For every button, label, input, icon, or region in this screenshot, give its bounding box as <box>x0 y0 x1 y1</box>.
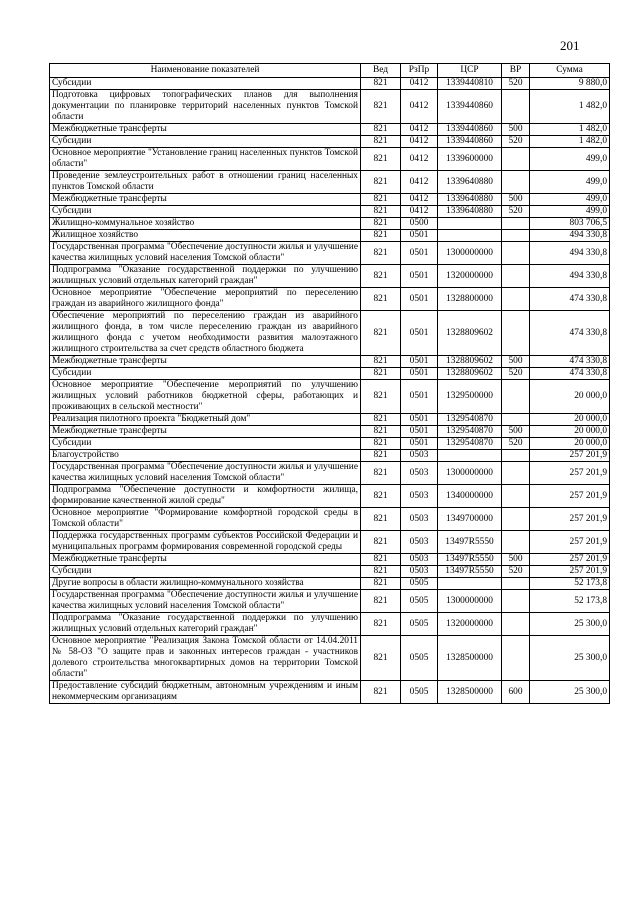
cell-csr: 1339640880 <box>438 171 502 194</box>
header-name: Наименование показателей <box>50 64 361 78</box>
cell-name: Подпрограмма "Обеспечение доступности и комфортности жилища, формирование качественной жилой среды" <box>50 485 361 508</box>
cell-sum: 494 330,8 <box>530 265 610 288</box>
cell-rzpr: 0501 <box>401 368 438 380</box>
table-row <box>50 124 610 136</box>
cell-sum: 499,0 <box>530 206 610 218</box>
cell-name: Субсидии <box>50 136 361 148</box>
cell-ved: 821 <box>361 636 401 681</box>
cell-sum: 499,0 <box>530 194 610 206</box>
cell-sum: 499,0 <box>530 148 610 171</box>
table-row <box>50 450 610 462</box>
cell-name: Субсидии <box>50 566 361 578</box>
cell-rzpr: 0501 <box>401 356 438 368</box>
cell-name: Межбюджетные трансферты <box>50 554 361 566</box>
cell-rzpr: 0412 <box>401 90 438 124</box>
table-row <box>50 78 610 90</box>
cell-rzpr: 0501 <box>401 438 438 450</box>
cell-rzpr: 0412 <box>401 148 438 171</box>
table-row <box>50 681 610 704</box>
cell-vr: 600 <box>502 681 530 704</box>
budget-table <box>49 63 610 704</box>
cell-sum: 494 330,8 <box>530 230 610 242</box>
cell-csr: 13497R5550 <box>438 531 502 554</box>
cell-rzpr: 0412 <box>401 194 438 206</box>
cell-rzpr: 0501 <box>401 265 438 288</box>
cell-rzpr: 0412 <box>401 136 438 148</box>
cell-name: Жилищное хозяйство <box>50 230 361 242</box>
cell-name: Межбюджетные трансферты <box>50 124 361 136</box>
cell-name: Жилищно-коммунальное хозяйство <box>50 218 361 230</box>
table-row <box>50 311 610 356</box>
table-row <box>50 426 610 438</box>
cell-sum: 257 201,9 <box>530 508 610 531</box>
cell-ved: 821 <box>361 462 401 485</box>
table-row <box>50 206 610 218</box>
cell-ved: 821 <box>361 368 401 380</box>
cell-name: Межбюджетные трансферты <box>50 356 361 368</box>
cell-sum: 1 482,0 <box>530 136 610 148</box>
cell-rzpr: 0503 <box>401 508 438 531</box>
cell-name: Субсидии <box>50 438 361 450</box>
cell-vr <box>502 90 530 124</box>
cell-name: Благоустройство <box>50 450 361 462</box>
cell-ved: 821 <box>361 438 401 450</box>
cell-name: Проведение землеустроительных работ в отношении границ населенных пунктов Томской области <box>50 171 361 194</box>
cell-sum: 9 880,0 <box>530 78 610 90</box>
table-row <box>50 148 610 171</box>
cell-ved: 821 <box>361 288 401 311</box>
cell-vr <box>502 450 530 462</box>
cell-ved: 821 <box>361 485 401 508</box>
cell-rzpr: 0505 <box>401 636 438 681</box>
cell-vr <box>502 485 530 508</box>
cell-sum: 20 000,0 <box>530 438 610 450</box>
cell-name: Предоставление субсидий бюджетным, автономным учреждениям и иным некоммерческим организациям <box>50 681 361 704</box>
cell-vr: 500 <box>502 124 530 136</box>
cell-ved: 821 <box>361 380 401 414</box>
cell-sum: 499,0 <box>530 171 610 194</box>
table-row <box>50 613 610 636</box>
cell-sum: 1 482,0 <box>530 124 610 136</box>
cell-csr: 1328809602 <box>438 368 502 380</box>
cell-name: Основное мероприятие "Установление границ населенных пунктов Томской области" <box>50 148 361 171</box>
cell-rzpr: 0501 <box>401 414 438 426</box>
cell-sum: 1 482,0 <box>530 90 610 124</box>
table-row <box>50 554 610 566</box>
cell-vr: 520 <box>502 566 530 578</box>
header-rzpr: РзПр <box>401 64 438 78</box>
table-row <box>50 230 610 242</box>
cell-rzpr: 0505 <box>401 681 438 704</box>
table-row <box>50 380 610 414</box>
table-row <box>50 438 610 450</box>
cell-ved: 821 <box>361 681 401 704</box>
table-row <box>50 242 610 265</box>
table-row <box>50 566 610 578</box>
cell-csr: 1339640880 <box>438 194 502 206</box>
cell-vr <box>502 613 530 636</box>
table-row <box>50 356 610 368</box>
cell-name: Основное мероприятие "Обеспечение мероприятий по переселению граждан из аварийного жилищного фонда" <box>50 288 361 311</box>
cell-sum: 20 000,0 <box>530 426 610 438</box>
cell-ved: 821 <box>361 265 401 288</box>
cell-rzpr: 0505 <box>401 613 438 636</box>
cell-sum: 257 201,9 <box>530 462 610 485</box>
table-row <box>50 578 610 590</box>
header-vr: ВР <box>502 64 530 78</box>
table-row <box>50 288 610 311</box>
cell-vr <box>502 288 530 311</box>
table-header-row <box>50 64 610 78</box>
cell-vr: 500 <box>502 426 530 438</box>
cell-ved: 821 <box>361 531 401 554</box>
cell-name: Обеспечение мероприятий по переселению граждан из аварийного жилищного фонда, в том числе переселению граждан из аварийного жилищного фонда с учетом необходимости развития малоэтажного жилищного строительства за счет средств областного бюджета <box>50 311 361 356</box>
cell-rzpr: 0503 <box>401 485 438 508</box>
cell-ved: 821 <box>361 194 401 206</box>
cell-name: Государственная программа "Обеспечение доступности жилья и улучшение качества жилищных условий населения Томской области" <box>50 590 361 613</box>
cell-vr <box>502 636 530 681</box>
cell-sum: 803 706,5 <box>530 218 610 230</box>
cell-csr: 1300000000 <box>438 462 502 485</box>
cell-name: Основное мероприятие "Реализация Закона Томской области от 14.04.2011 № 58-ОЗ "О защите прав и законных интересов граждан - участников долевого строительства многоквартирных домов на территории Томской области" <box>50 636 361 681</box>
cell-name: Основное мероприятие "Формирование комфортной городской среды в Томской области" <box>50 508 361 531</box>
cell-vr: 500 <box>502 356 530 368</box>
cell-rzpr: 0505 <box>401 590 438 613</box>
cell-sum: 257 201,9 <box>530 566 610 578</box>
table-row <box>50 636 610 681</box>
cell-sum: 52 173,8 <box>530 590 610 613</box>
page-number: 201 <box>560 38 580 53</box>
cell-sum: 25 300,0 <box>530 613 610 636</box>
cell-csr: 1340000000 <box>438 485 502 508</box>
cell-ved: 821 <box>361 78 401 90</box>
cell-ved: 821 <box>361 508 401 531</box>
cell-sum: 474 330,8 <box>530 288 610 311</box>
cell-csr: 1339600000 <box>438 148 502 171</box>
cell-sum: 257 201,9 <box>530 450 610 462</box>
cell-csr: 1339440860 <box>438 124 502 136</box>
cell-csr: 1329500000 <box>438 380 502 414</box>
table-row <box>50 218 610 230</box>
cell-name: Межбюджетные трансферты <box>50 194 361 206</box>
cell-name: Реализация пилотного проекта "Бюджетный дом" <box>50 414 361 426</box>
cell-csr: 1339440810 <box>438 78 502 90</box>
cell-vr <box>502 531 530 554</box>
cell-csr: 1300000000 <box>438 242 502 265</box>
cell-csr: 1329540870 <box>438 426 502 438</box>
cell-csr: 1339640880 <box>438 206 502 218</box>
cell-rzpr: 0412 <box>401 124 438 136</box>
table-row <box>50 171 610 194</box>
cell-rzpr: 0501 <box>401 230 438 242</box>
cell-csr: 1349700000 <box>438 508 502 531</box>
table-row <box>50 462 610 485</box>
cell-vr <box>502 462 530 485</box>
cell-csr: 1328800000 <box>438 288 502 311</box>
cell-ved: 821 <box>361 554 401 566</box>
header-csr: ЦСР <box>438 64 502 78</box>
cell-name: Государственная программа "Обеспечение доступности жилья и улучшение качества жилищных условий населения Томской области" <box>50 242 361 265</box>
cell-ved: 821 <box>361 242 401 265</box>
cell-rzpr: 0503 <box>401 554 438 566</box>
cell-csr: 1328500000 <box>438 681 502 704</box>
cell-ved: 821 <box>361 206 401 218</box>
cell-ved: 821 <box>361 590 401 613</box>
table-row <box>50 414 610 426</box>
cell-rzpr: 0501 <box>401 380 438 414</box>
cell-vr <box>502 148 530 171</box>
cell-vr: 520 <box>502 438 530 450</box>
cell-ved: 821 <box>361 414 401 426</box>
cell-rzpr: 0412 <box>401 78 438 90</box>
cell-rzpr: 0503 <box>401 462 438 485</box>
cell-vr: 520 <box>502 78 530 90</box>
cell-name: Государственная программа "Обеспечение доступности жилья и улучшение качества жилищных условий населения Томской области" <box>50 462 361 485</box>
cell-csr: 1339440860 <box>438 90 502 124</box>
cell-ved: 821 <box>361 311 401 356</box>
cell-sum: 474 330,8 <box>530 368 610 380</box>
cell-sum: 25 300,0 <box>530 636 610 681</box>
cell-csr: 13497R5550 <box>438 566 502 578</box>
cell-ved: 821 <box>361 578 401 590</box>
cell-csr: 1328809602 <box>438 356 502 368</box>
cell-name: Субсидии <box>50 206 361 218</box>
cell-csr: 1329540870 <box>438 438 502 450</box>
cell-vr <box>502 230 530 242</box>
cell-sum: 257 201,9 <box>530 554 610 566</box>
cell-vr: 520 <box>502 136 530 148</box>
cell-vr <box>502 265 530 288</box>
cell-name: Поддержка государственных программ субъектов Российской Федерации и муниципальных программ формирования современной городской среды <box>50 531 361 554</box>
cell-ved: 821 <box>361 450 401 462</box>
table-row <box>50 508 610 531</box>
cell-rzpr: 0501 <box>401 242 438 265</box>
cell-vr <box>502 311 530 356</box>
cell-sum: 25 300,0 <box>530 681 610 704</box>
cell-sum: 20 000,0 <box>530 380 610 414</box>
cell-csr: 1339440860 <box>438 136 502 148</box>
cell-rzpr: 0503 <box>401 531 438 554</box>
cell-vr: 500 <box>502 194 530 206</box>
cell-vr <box>502 242 530 265</box>
cell-sum: 257 201,9 <box>530 485 610 508</box>
cell-csr: 1329540870 <box>438 414 502 426</box>
cell-sum: 52 173,8 <box>530 578 610 590</box>
cell-csr <box>438 578 502 590</box>
cell-name: Подготовка цифровых топографических планов для выполнения документации по планировке территорий населенных пунктов Томской области <box>50 90 361 124</box>
table-row <box>50 590 610 613</box>
cell-ved: 821 <box>361 566 401 578</box>
cell-ved: 821 <box>361 356 401 368</box>
table-row <box>50 265 610 288</box>
cell-csr: 13497R5550 <box>438 554 502 566</box>
cell-name: Подпрограмма "Оказание государственной поддержки по улучшению жилищных условий отдельных категорий граждан" <box>50 265 361 288</box>
table-row <box>50 90 610 124</box>
cell-vr: 520 <box>502 206 530 218</box>
cell-csr: 1300000000 <box>438 590 502 613</box>
cell-vr <box>502 508 530 531</box>
cell-csr: 1328809602 <box>438 311 502 356</box>
header-sum: Сумма <box>530 64 610 78</box>
cell-vr <box>502 414 530 426</box>
cell-ved: 821 <box>361 613 401 636</box>
cell-vr <box>502 578 530 590</box>
cell-rzpr: 0501 <box>401 426 438 438</box>
cell-rzpr: 0505 <box>401 578 438 590</box>
cell-vr <box>502 218 530 230</box>
cell-name: Межбюджетные трансферты <box>50 426 361 438</box>
table-row <box>50 531 610 554</box>
cell-ved: 821 <box>361 218 401 230</box>
cell-rzpr: 0500 <box>401 218 438 230</box>
cell-name: Субсидии <box>50 78 361 90</box>
cell-vr: 520 <box>502 368 530 380</box>
cell-ved: 821 <box>361 124 401 136</box>
cell-csr: 1320000000 <box>438 265 502 288</box>
cell-ved: 821 <box>361 171 401 194</box>
cell-ved: 821 <box>361 148 401 171</box>
cell-sum: 20 000,0 <box>530 414 610 426</box>
cell-sum: 257 201,9 <box>530 531 610 554</box>
cell-ved: 821 <box>361 426 401 438</box>
cell-ved: 821 <box>361 230 401 242</box>
header-ved: Вед <box>361 64 401 78</box>
cell-vr <box>502 590 530 613</box>
cell-csr: 1320000000 <box>438 613 502 636</box>
cell-vr <box>502 171 530 194</box>
cell-rzpr: 0412 <box>401 171 438 194</box>
cell-rzpr: 0412 <box>401 206 438 218</box>
cell-sum: 494 330,8 <box>530 242 610 265</box>
cell-csr <box>438 230 502 242</box>
cell-csr <box>438 218 502 230</box>
cell-name: Подпрограмма "Оказание государственной поддержки по улучшению жилищных условий отдельных категорий граждан" <box>50 613 361 636</box>
cell-name: Основное мероприятие "Обеспечение мероприятий по улучшению жилищных условий работников бюджетной сферы, работающих и проживающих в сельской местности" <box>50 380 361 414</box>
cell-sum: 474 330,8 <box>530 311 610 356</box>
cell-name: Другие вопросы в области жилищно-коммунального хозяйства <box>50 578 361 590</box>
table-row <box>50 368 610 380</box>
cell-rzpr: 0503 <box>401 450 438 462</box>
cell-rzpr: 0503 <box>401 566 438 578</box>
cell-sum: 474 330,8 <box>530 356 610 368</box>
cell-ved: 821 <box>361 136 401 148</box>
cell-csr <box>438 450 502 462</box>
table-row <box>50 136 610 148</box>
cell-name: Субсидии <box>50 368 361 380</box>
cell-rzpr: 0501 <box>401 288 438 311</box>
cell-vr: 500 <box>502 554 530 566</box>
cell-vr <box>502 380 530 414</box>
cell-csr: 1328500000 <box>438 636 502 681</box>
table-row <box>50 194 610 206</box>
table-row <box>50 485 610 508</box>
cell-ved: 821 <box>361 90 401 124</box>
cell-rzpr: 0501 <box>401 311 438 356</box>
